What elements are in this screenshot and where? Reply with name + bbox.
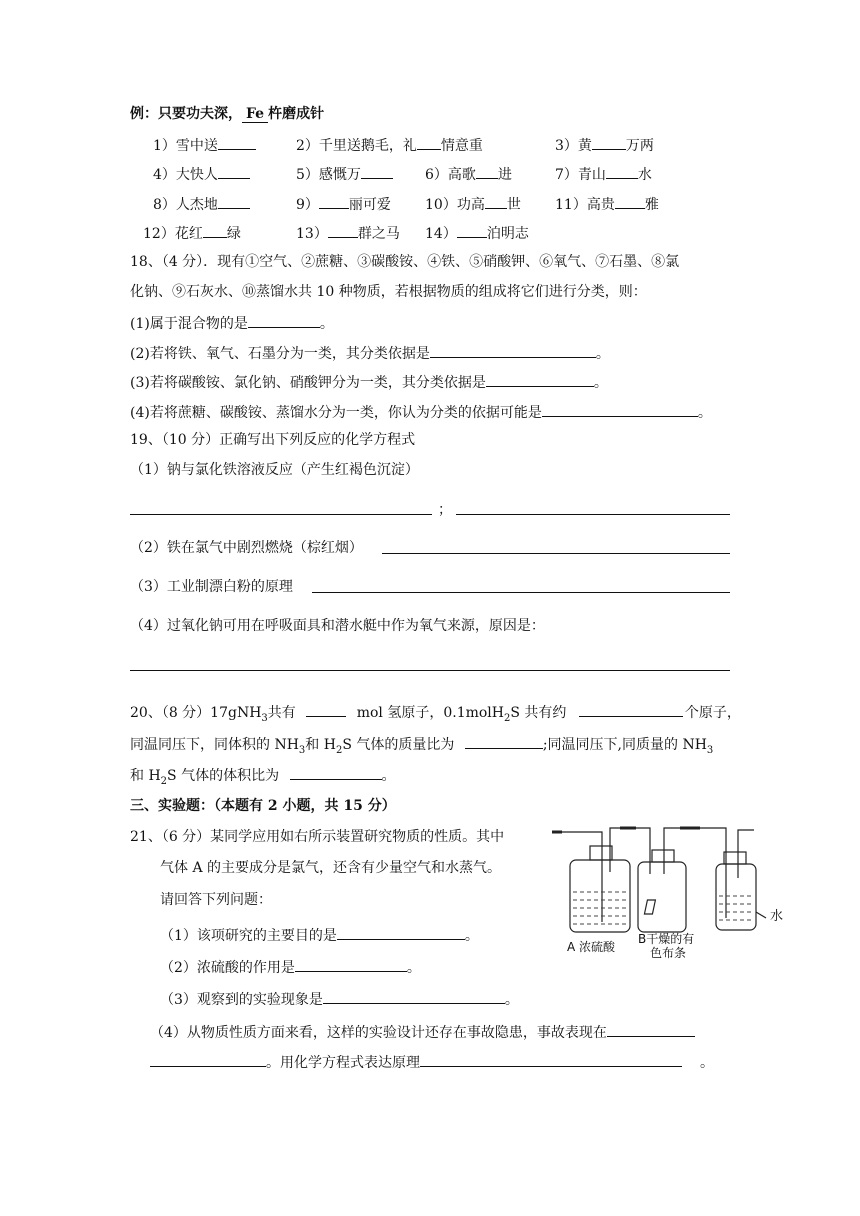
- q18-line2: 化钠、⑨石灰水、⑩蒸馏水共 10 种物质，若根据物质的组成将它们进行分类，则：: [130, 284, 647, 300]
- example-answer: Fe: [242, 106, 268, 123]
- q19-answer-line-4: [130, 670, 730, 671]
- bottle-a: [570, 860, 630, 932]
- idiom-8: 8）人杰地: [153, 193, 250, 215]
- example-suffix: 杵磨成针: [268, 106, 325, 122]
- label-water: 水: [770, 909, 784, 924]
- idiom-14: 14） 泊明志: [425, 222, 529, 244]
- idiom-9: 9） 丽可爱: [296, 193, 391, 215]
- example-prefix: 例：只要功夫深，: [130, 106, 242, 122]
- idiom-6: 6）高歌 进: [425, 163, 512, 185]
- q18-sub4: (4)若将蔗糖、碳酸铵、蒸馏水分为一类，你认为分类的依据可能是 。: [130, 401, 712, 423]
- bottle-b: [638, 862, 686, 932]
- q19-sub1: （1）钠与氯化铁溶液反应（产生红褐色沉淀）: [130, 462, 419, 478]
- q19-answer-line-3: [312, 592, 730, 593]
- q18-sub1: (1)属于混合物的是 。: [130, 312, 334, 334]
- outlet-tube: [738, 830, 754, 852]
- idiom-5: 5）感慨万: [296, 163, 393, 185]
- idiom-1: 1）雪中送: [153, 134, 256, 156]
- q19-answer-line-1a: [130, 514, 432, 515]
- q18-sub2: (2)若将铁、氧气、石墨分为一类，其分类依据是 。: [130, 342, 610, 364]
- q20-line1: 20、（8 分）17gNH$_3$共有 mol 氢原子，0.1molH$_2$S 共有约 个原子，: [130, 701, 741, 729]
- q21-line2: 气体 A 的主要成分是氯气，还含有少量空气和水蒸气。: [160, 860, 502, 876]
- q19-title: 19、（10 分）正确写出下列反应的化学方程式: [130, 432, 416, 448]
- idiom-10: 10）功高 世: [425, 193, 521, 215]
- connector-tube-2: [664, 828, 726, 852]
- q18-line1: 18、（4 分）．现有①空气、②蔗糖、③碳酸铵、④铁、⑤硝酸钾、⑥氧气、⑦石墨、⑧氯: [130, 254, 680, 270]
- idiom-13: 13） 群之马: [296, 222, 400, 244]
- connector-tube-1: [610, 828, 650, 850]
- q19-sub4: （4）过氧化钠可用在呼吸面具和潜水艇中作为氧气来源，原因是：: [130, 618, 545, 634]
- label-bottle-a: A 浓硫酸: [567, 940, 616, 954]
- q21-sub2: （2）浓硫酸的作用是 。: [160, 956, 421, 978]
- label-bottle-b-line1: B干燥的有: [638, 932, 695, 946]
- q21-sub3: （3）观察到的实验现象是 。: [160, 988, 519, 1010]
- idiom-11: 11）高贵 雅: [555, 193, 659, 215]
- q21-line3: 请回答下列问题：: [160, 892, 272, 908]
- idiom-3: 3）黄 万两: [555, 134, 654, 156]
- idiom-2: 2）千里送鹅毛，礼 情意重: [296, 134, 483, 156]
- q21-sub1: （1）该项研究的主要目的是 。: [160, 924, 479, 946]
- q21-sub4-cont: 。用化学方程式表达原理 。: [150, 1051, 714, 1073]
- q19-sub2: （2）铁在氯气中剧烈燃烧（棕红烟）: [130, 540, 363, 556]
- idiom-12: 12）花红 绿: [143, 222, 241, 244]
- q19-answer-line-2: [382, 553, 730, 554]
- q20-line3: 和 $H_2S$ 气体的体积比为 。: [130, 764, 396, 792]
- section-three-heading: 三、实验题：（本题有 2 小题，共 15 分）: [130, 798, 396, 814]
- q21-line1: 21、（6 分）某同学应用如右所示装置研究物质的性质。其中: [130, 829, 505, 845]
- q19-sub3: （3）工业制漂白粉的原理: [130, 579, 293, 595]
- q19-answer-line-1b: [456, 514, 730, 515]
- idiom-7: 7）青山 水: [555, 163, 652, 185]
- cloth-strip: [644, 900, 655, 914]
- q19-separator: ；: [438, 502, 452, 518]
- q21-sub4: （4）从物质性质方面来看，这样的实验设计还存在事故隐患，事故表现在: [150, 1021, 695, 1043]
- idiom-4: 4）大快人: [153, 163, 250, 185]
- q18-sub3: (3)若将碳酸铵、氯化钠、硝酸钾分为一类，其分类依据是 。: [130, 371, 608, 393]
- q20-line2: 同温同压下，同体积的 $NH_3$和 $H_2S$ 气体的质量比为 ;同温同压下,同质量的 $NH_3$: [130, 733, 713, 761]
- label-bottle-b-line2: 色布条: [650, 946, 687, 960]
- example-line: [130, 104, 324, 124]
